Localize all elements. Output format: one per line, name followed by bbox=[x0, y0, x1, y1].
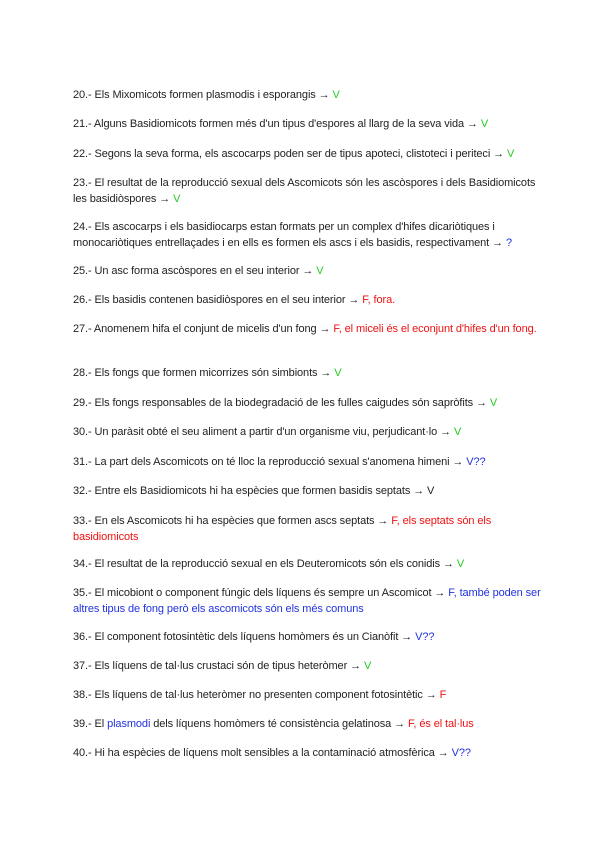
answer: F, és el tal·lus bbox=[408, 718, 474, 730]
answer: V?? bbox=[451, 747, 471, 759]
answer: V?? bbox=[466, 456, 486, 468]
question-31: 31.- La part dels Ascomicots on té lloc la reproducció sexual s'anomena himeni → V?? bbox=[73, 456, 486, 468]
question-25: 25.- Un asc forma ascòspores en el seu interior → V bbox=[73, 265, 324, 277]
answer: V bbox=[456, 558, 465, 570]
answer: F, també poden ser altres tipus de fong però els ascomicots són els més comuns bbox=[73, 587, 541, 615]
question-23: 23.- El resultat de la reproducció sexual dels Ascomicots són les ascòspores i dels Basidiomicots les basidiòspores → V bbox=[73, 177, 536, 205]
answer: V bbox=[427, 485, 435, 497]
answer: F bbox=[439, 689, 447, 701]
question-20: 20.- Els Mixomicots formen plasmodis i esporangis → V bbox=[73, 89, 340, 101]
answer: V bbox=[332, 89, 340, 101]
answer: F, els septats són els basidiomicots bbox=[73, 515, 492, 543]
question-37: 37.- Els líquens de tal·lus crustaci són de tipus heteròmer → V bbox=[73, 660, 372, 672]
question-21: 21.- Alguns Basidiomicots formen més d'un tipus d'espores al llarg de la seva vida → V bbox=[73, 118, 489, 130]
question-36: 36.- El component fotosintètic dels líquens homòmers és un Cianòfit → V?? bbox=[73, 631, 435, 643]
question-33: 33.- En els Ascomicots hi ha espècies que formen ascs septats → F, els septats són els basidiomicots bbox=[73, 515, 492, 543]
answer: V bbox=[334, 367, 342, 379]
answer: ? bbox=[505, 236, 512, 249]
question-40: 40.- Hi ha espècies de líquens molt sensibles a la contaminació atmosfèrica → V?? bbox=[73, 747, 471, 759]
question-24: 24.- Els ascocarps i els basidiocarps estan formats per un complex d'hifes dicariòtiques i monocariòtiques entrellaçades i en ells es formen els ascs i els basidis, respectivament → ? bbox=[73, 221, 512, 249]
question-29: 29.- Els fongs responsables de la biodegradació de les fulles caigudes són sapròfits → V bbox=[73, 397, 498, 409]
answer: V bbox=[480, 118, 489, 130]
question-39: 39.- El plasmodi dels líquens homòmers té consistència gelatinosa → F, és el tal·lus bbox=[73, 718, 474, 730]
question-30: 30.- Un paràsit obté el seu aliment a partir d'un organisme viu, perjudicant·lo → V bbox=[73, 426, 462, 438]
answer: V bbox=[489, 397, 498, 409]
question-38: 38.- Els líquens de tal·lus heteròmer no presenten component fotosintètic → F bbox=[73, 689, 447, 701]
question-35: 35.- El micobiont o component fúngic dels líquens és sempre un Ascomicot → F, també poden ser altres tipus de fong però els ascomicots són els més comuns bbox=[73, 587, 541, 615]
answer: V bbox=[173, 192, 181, 205]
highlighted-term: plasmodi bbox=[107, 718, 151, 730]
question-34: 34.- El resultat de la reproducció sexual en els Deuteromicots són els conidis → V bbox=[73, 558, 465, 570]
answer: F, el miceli és el econjunt d'hifes d'un fong. bbox=[333, 323, 537, 335]
question-26: 26.- Els basidis contenen basidiòspores en el seu interior → F, fora. bbox=[73, 294, 396, 306]
answer: F, fora. bbox=[362, 294, 396, 306]
answer: V bbox=[506, 148, 515, 160]
answer: V bbox=[453, 426, 462, 438]
answer: V?? bbox=[415, 631, 435, 643]
answer: V bbox=[363, 660, 372, 672]
question-27: 27.- Anomenem hifa el conjunt de micelis d'un fong → F, el miceli és el econjunt d'hifes d'un fong. bbox=[73, 323, 537, 335]
question-32: 32.- Entre els Basidiomicots hi ha espècies que formen basidis septats → V bbox=[73, 485, 435, 497]
question-28: 28.- Els fongs que formen micorrizes són simbionts → V bbox=[73, 367, 342, 379]
question-22: 22.- Segons la seva forma, els ascocarps poden ser de tipus apoteci, clistoteci i periteci → V bbox=[73, 148, 515, 160]
answer: V bbox=[316, 265, 324, 277]
